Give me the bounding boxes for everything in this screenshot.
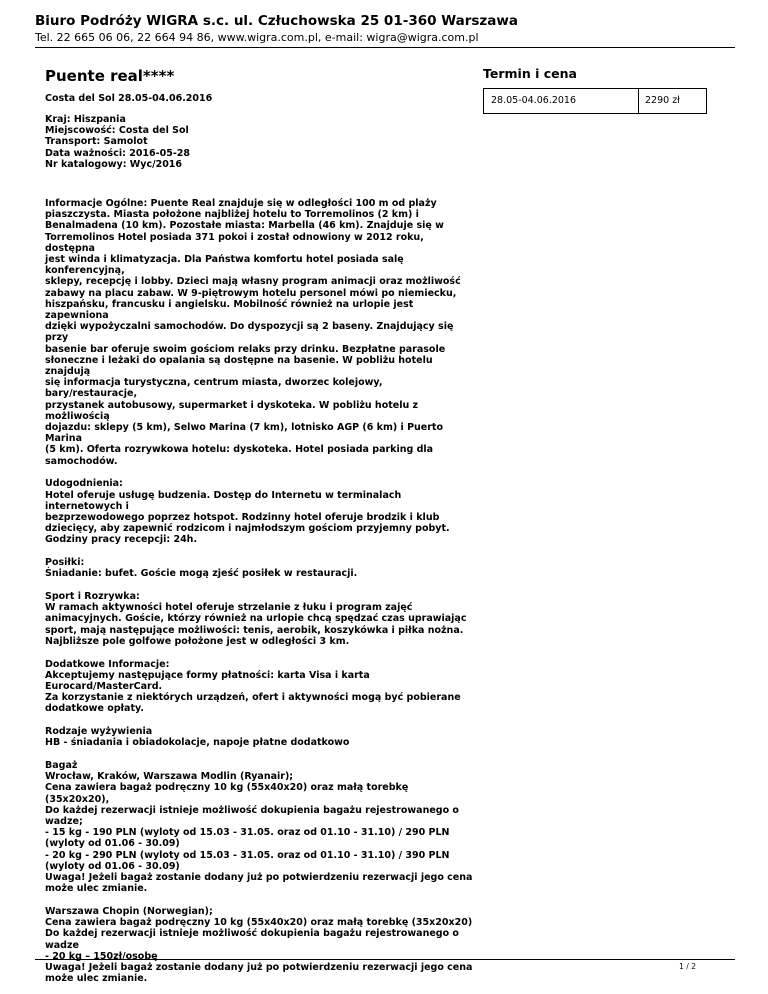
text-line: Informacje Ogólne: Puente Real znajduje się w odległości 100 m od plaży: [45, 198, 437, 210]
text-line: Warszawa Chopin (Norwegian);: [45, 905, 213, 917]
text-line: Do każdej rezerwacji istnieje możliwość dokupienia bagażu rejestrowanego o: [45, 928, 459, 940]
text-line: Hotel oferuje usługę budzenia. Dostęp do Internetu w terminalach internetowych i: [45, 489, 402, 512]
text-line: Za korzystanie z niektórych urządzeń, ofert i aktywności mogą być pobierane: [45, 692, 461, 704]
text-line: wadze;: [45, 815, 83, 827]
agency-contact: Tel. 22 665 06 06, 22 664 94 86, www.wigra.com.pl, e-mail: wigra@wigra.com.pl: [35, 31, 479, 44]
price-table: [483, 88, 707, 114]
price-date: 28.05-04.06.2016: [491, 95, 577, 106]
offer-meta: [45, 114, 475, 170]
text-line: Wrocław, Kraków, Warszawa Modlin (Ryanair);: [45, 771, 294, 783]
text-line: Cena zawiera bagaż podręczny 10 kg (55x40x20) oraz małą torebkę (35x20x20): [45, 917, 473, 929]
text-section: [45, 478, 475, 545]
offer-details: [45, 66, 475, 984]
text-line: słoneczne i leżaki do opalania są dostępne na basenie. W pobliżu hotelu znajdują: [45, 354, 433, 378]
page-number: 1 / 2: [679, 962, 696, 971]
meta-line: Data ważności: 2016-05-28: [45, 147, 190, 159]
text-line: bezprzewodowego poprzez hotspot. Rodzinny hotel oferuje brodzik i klub: [45, 512, 440, 523]
text-line: basenie bar oferuje swoim gościom relaks przy drinku. Bezpłatne parasole: [45, 343, 446, 355]
meta-line: Transport: Samolot: [45, 136, 148, 148]
text-line: zabawy na placu zabaw. W 9-piętrowym hotelu personel mówi po niemiecku,: [45, 287, 457, 299]
text-section: [45, 760, 475, 894]
price-value: 2290 zł: [645, 95, 680, 106]
text-line: Uwaga! Jeżeli bagaż zostanie dodany już po potwierdzeniu rezerwacji jego cena: [45, 961, 473, 973]
text-line: Torremolinos Hotel posiada 371 pokoi i został odnowiony w 2012 roku, dostępna: [45, 231, 424, 254]
text-line: może ulec zmianie.: [45, 973, 148, 985]
text-line: sport, mają następujące możliwości: tenis, aerobik, koszykówka i piłka nożna.: [45, 624, 464, 636]
text-line: Dodatkowe Informacje:: [45, 658, 170, 670]
text-section: [45, 906, 475, 984]
meta-line: Kraj: Hiszpania: [45, 114, 126, 125]
text-line: Cena zawiera bagaż podręczny 10 kg (55x40x20) oraz małą torebkę (35x20x20),: [45, 782, 409, 805]
hotel-name: Puente real****: [45, 67, 175, 85]
text-line: Uwaga! Jeżeli bagaż zostanie dodany już po potwierdzeniu rezerwacji jego cena: [45, 871, 473, 883]
text-line: Do każdej rezerwacji istnieje możliwość dokupienia bagażu rejestrowanego o: [45, 804, 459, 816]
meta-line: Nr katalogowy: Wyc/2016: [45, 158, 183, 170]
text-line: Najbliższe pole golfowe położone jest w odległości 3 km.: [45, 635, 350, 647]
price-panel-title: Termin i cena: [483, 66, 577, 81]
text-line: piaszczysta. Miasta położone najbliżej hotelu to Torremolinos (2 km) i: [45, 209, 419, 221]
text-section: [45, 659, 475, 715]
offer-subtitle: Costa del Sol 28.05-04.06.2016: [45, 93, 213, 104]
price-table-divider: [638, 89, 639, 113]
text-line: (wyloty od 01.06 - 30.09): [45, 838, 180, 850]
text-line: jest winda i klimatyzacja. Dla Państwa komfortu hotel posiada salę konferencyjną,: [45, 254, 404, 277]
text-line: dziecięcy, aby zapewnić rodzicom i najmłodszym gościom przyjemny pobyt.: [45, 523, 450, 535]
text-line: Bagaż: [45, 759, 78, 771]
text-line: dodatkowe opłaty.: [45, 703, 144, 715]
text-line: W ramach aktywności hotel oferuje strzelanie z łuku i program zajęć: [45, 602, 413, 614]
text-section: [45, 726, 475, 748]
text-line: HB - śniadania i obiadokolacje, napoje płatne dodatkowo: [45, 737, 350, 749]
text-line: (wyloty od 01.06 - 30.09): [45, 860, 180, 872]
text-line: Benalmadena (10 km). Pozostałe miasta: Marbella (46 km). Znajduje się w: [45, 220, 444, 232]
offer-sections: [45, 198, 475, 984]
text-line: dzięki wypożyczalni samochodów. Do dyspozycji są 2 baseny. Znajdujący się przy: [45, 321, 454, 344]
text-line: przystanek autobusowy, supermarket i dyskoteka. W pobliżu hotelu z możliwością: [45, 399, 419, 422]
text-section: [45, 591, 475, 647]
text-line: - 20 kg – 150zł/osobę: [45, 950, 158, 962]
text-line: hiszpańsku, francusku i angielsku. Mobilność również na urlopie jest zapewniona: [45, 298, 414, 322]
header-divider: [35, 47, 735, 48]
meta-line: Miejscowość: Costa del Sol: [45, 125, 189, 137]
text-line: Posiłki:: [45, 557, 85, 569]
text-line: Udogodnienia:: [45, 478, 123, 490]
text-line: się informacja turystyczna, centrum miasta, dworzec kolejowy, bary/restauracje,: [45, 377, 383, 400]
text-line: Godziny pracy recepcji: 24h.: [45, 534, 198, 546]
text-section: [45, 557, 475, 579]
text-line: Śniadanie: bufet. Goście mogą zjeść posiłek w restauracji.: [45, 568, 358, 580]
text-line: Rodzaje wyżywienia: [45, 726, 153, 738]
text-line: animacyjnych. Goście, którzy również na urlopie chcą spędzać czas uprawiając: [45, 613, 467, 625]
text-line: dojazdu: sklepy (5 km), Selwo Marina (7 km), lotnisko AGP (6 km) i Puerto Marina: [45, 422, 443, 445]
text-line: sklepy, recepcję i lobby. Dzieci mają własny program animacji oraz możliwość: [45, 276, 461, 288]
text-line: może ulec zmianie.: [45, 883, 148, 895]
text-line: Sport i Rozrywka:: [45, 591, 140, 603]
text-section: [45, 198, 475, 467]
text-line: wadze: [45, 939, 79, 951]
text-line: - 20 kg - 290 PLN (wyloty od 15.03 - 31.05. oraz od 01.10 - 31.10) / 390 PLN: [45, 849, 450, 861]
text-line: (5 km). Oferta rozrywkowa hotelu: dyskoteka. Hotel posiada parking dla: [45, 444, 434, 456]
footer-divider: [35, 959, 735, 960]
text-line: Akceptujemy następujące formy płatności: karta Visa i karta Eurocard/MasterCard.: [45, 669, 370, 692]
text-line: samochodów.: [45, 455, 118, 467]
text-line: - 15 kg - 190 PLN (wyloty od 15.03 - 31.05. oraz od 01.10 - 31.10) / 290 PLN: [45, 827, 450, 839]
agency-name: Biuro Podróży WIGRA s.c. ul. Człuchowska 25 01-360 Warszawa: [35, 13, 518, 29]
price-panel: [483, 66, 707, 106]
agency-header: [35, 12, 735, 45]
